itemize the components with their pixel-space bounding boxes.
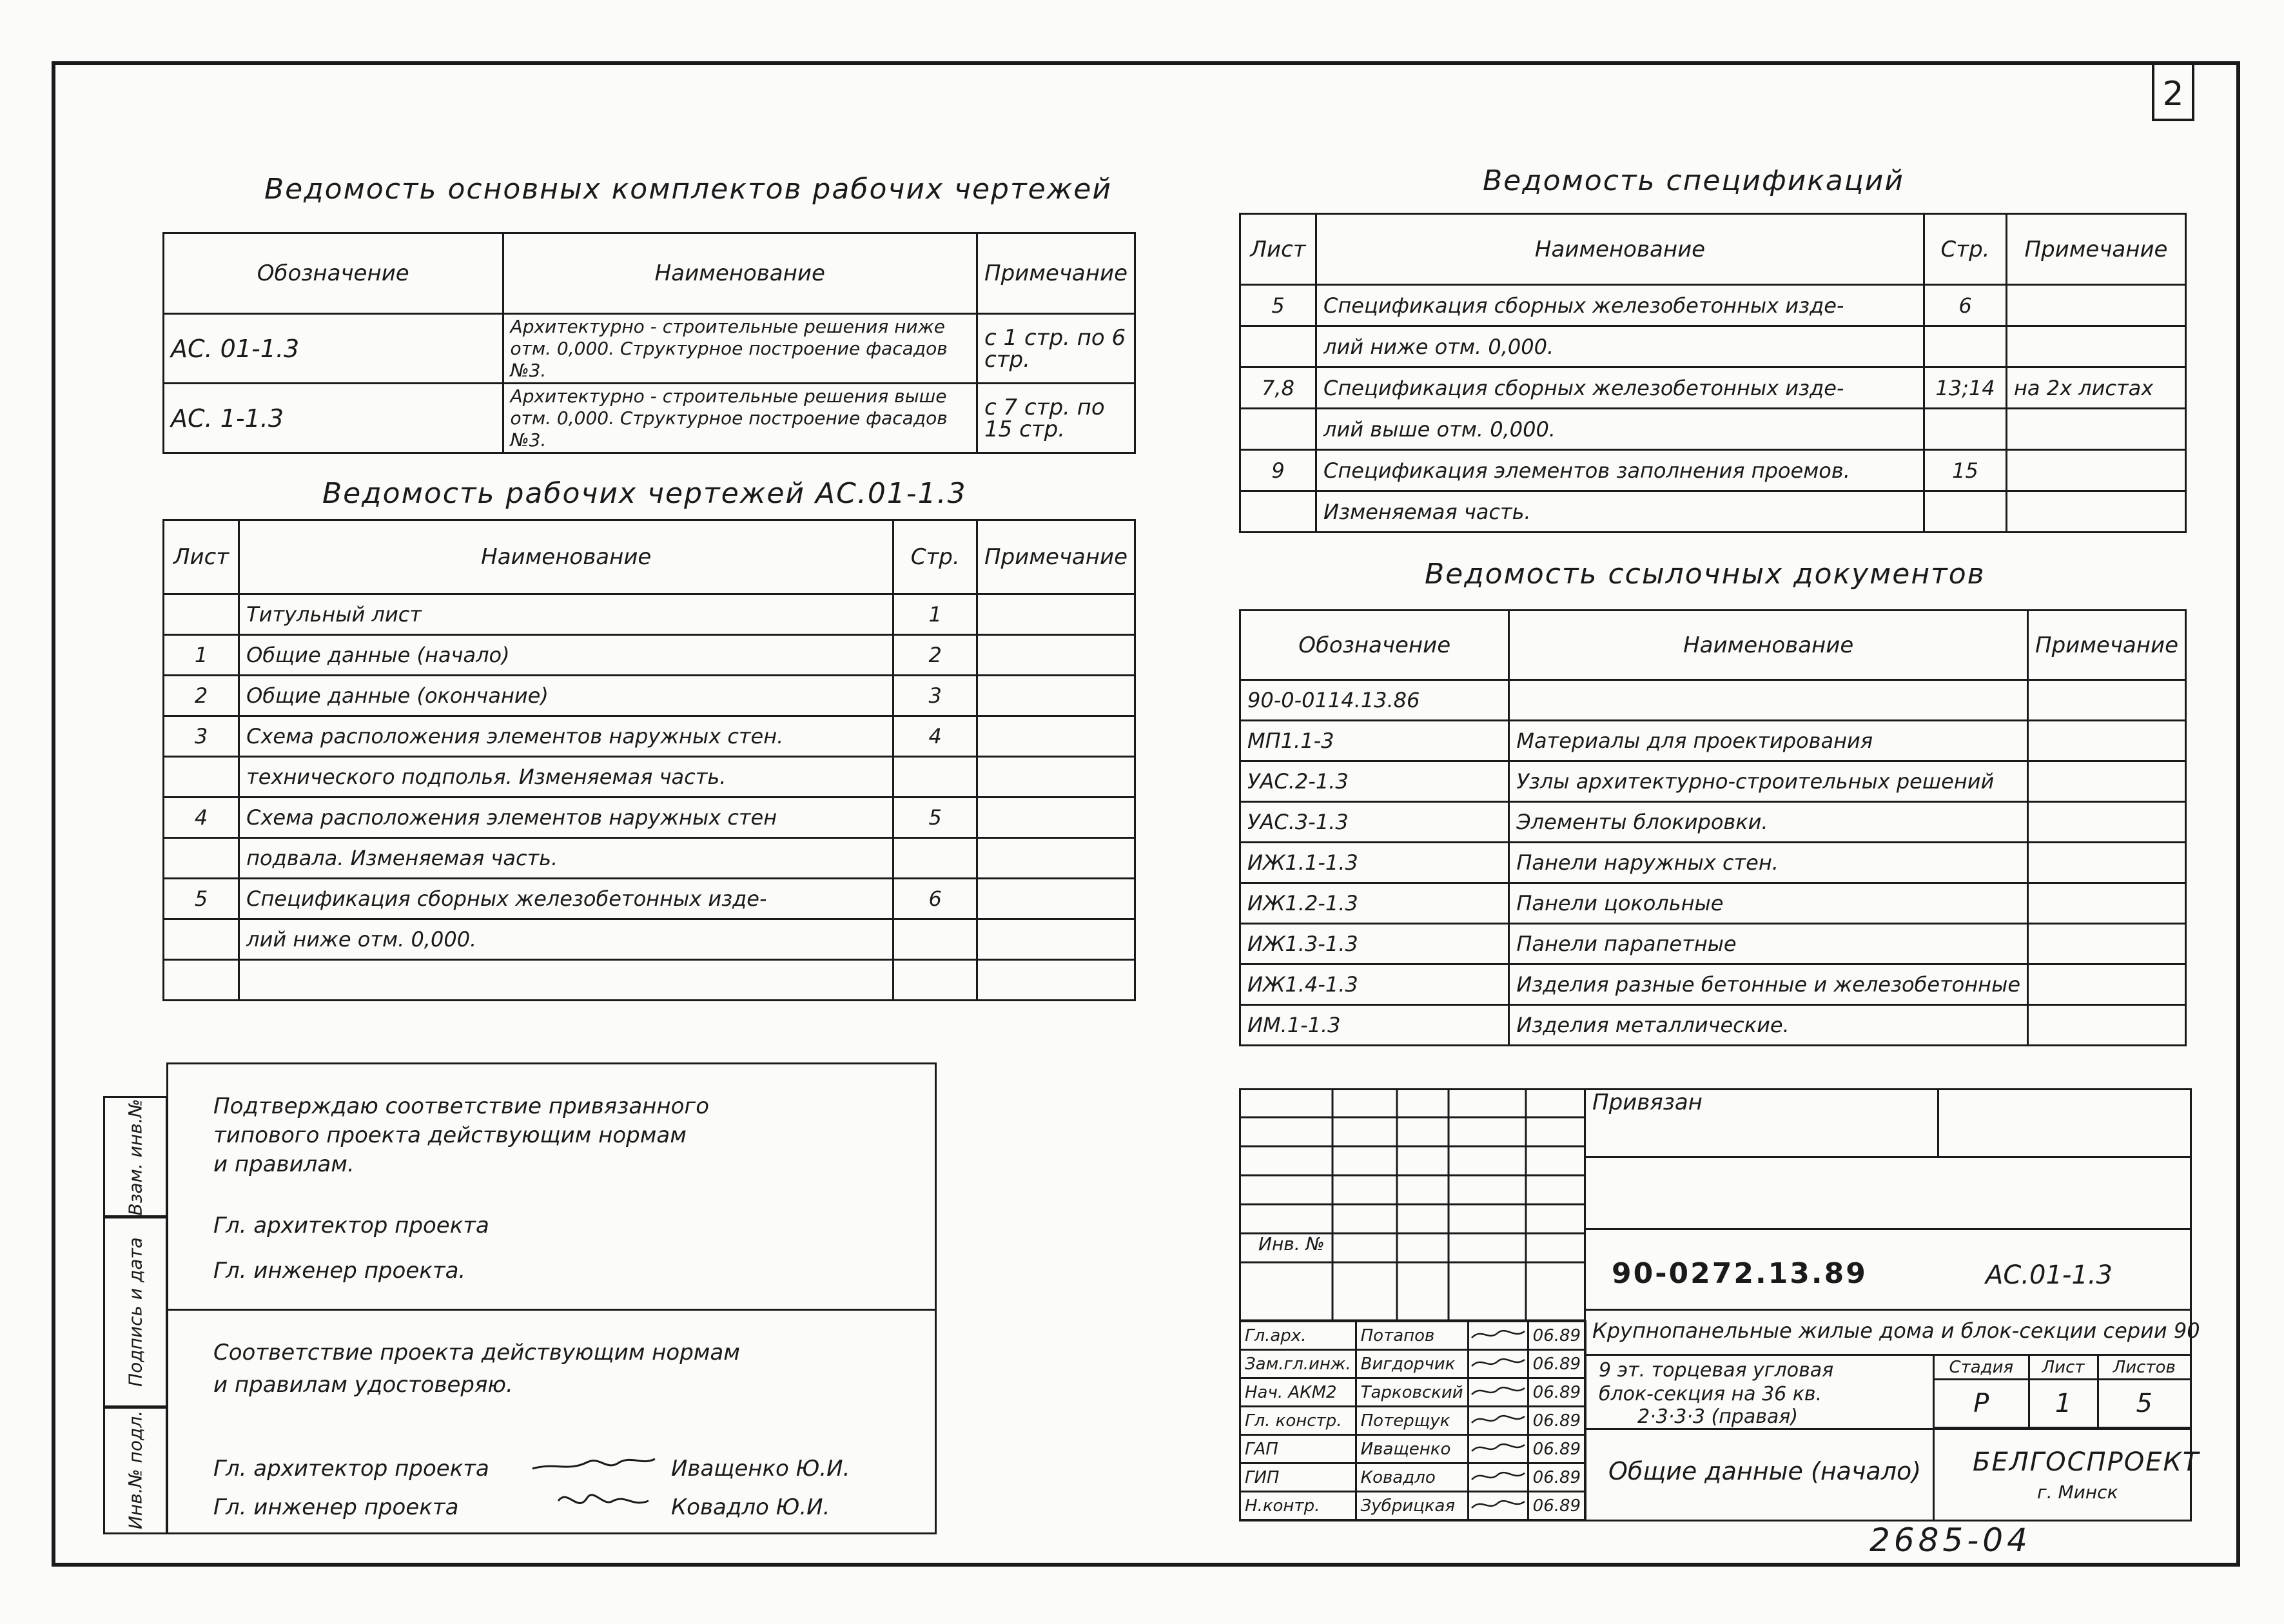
name-cell: Ковадло bbox=[1356, 1463, 1468, 1492]
reference-docs-table bbox=[1239, 609, 2187, 1046]
sheet-cell: 7,8 bbox=[1240, 367, 1316, 409]
table-row bbox=[164, 757, 1135, 797]
note-cell bbox=[2028, 761, 2186, 802]
code-cell: ИЖ1.1-1.3 bbox=[1240, 843, 1509, 883]
page-cell: 1 bbox=[893, 594, 977, 635]
sheet-cell bbox=[164, 594, 239, 635]
document-code: 90-0272.13.89 bbox=[1612, 1257, 1868, 1290]
sheet-cell: 4 bbox=[164, 797, 239, 838]
note-cell bbox=[977, 594, 1135, 635]
name-cell: Зубрицкая bbox=[1356, 1492, 1468, 1520]
note-cell bbox=[2028, 964, 2186, 1005]
code-cell: УАС.3-1.3 bbox=[1240, 802, 1509, 843]
signature-row bbox=[1240, 1322, 1586, 1350]
signature-row bbox=[1240, 1492, 1586, 1520]
table-row bbox=[1240, 450, 2186, 491]
certification-architect-name: Иващенко Ю.И. bbox=[671, 1456, 850, 1482]
set-name: Архитектурно - строительные решения ниже отм. 0,000. Структурное построение фасадов №3. bbox=[503, 314, 977, 384]
sheet-cell bbox=[1240, 409, 1316, 450]
table-row bbox=[164, 676, 1135, 716]
header-page: Стр. bbox=[893, 520, 977, 594]
note-cell bbox=[2007, 285, 2186, 326]
working-drawings-title: Ведомость рабочих чертежей АС.01-1.3 bbox=[322, 477, 967, 510]
note-cell bbox=[977, 838, 1135, 879]
note-cell bbox=[977, 797, 1135, 838]
page-cell: 6 bbox=[1924, 285, 2007, 326]
name-cell: Материалы для проектирования bbox=[1509, 721, 2028, 761]
org-divider bbox=[1933, 1428, 1935, 1521]
organization-city: г. Минск bbox=[2037, 1482, 2118, 1503]
role-cell: Гл. констр. bbox=[1240, 1407, 1356, 1435]
table-row bbox=[1240, 285, 2186, 326]
attached-label: Привязан bbox=[1592, 1090, 1703, 1115]
header-page: Стр. bbox=[1924, 214, 2007, 285]
name-cell: Панели наружных стен. bbox=[1509, 843, 2028, 883]
page-cell bbox=[893, 838, 977, 879]
certification-engineer-role: Гл. инженер проекта bbox=[213, 1494, 459, 1520]
signature-cell bbox=[1468, 1407, 1528, 1435]
page-cell bbox=[1924, 409, 2007, 450]
page-cell bbox=[893, 757, 977, 797]
sheets-value: 5 bbox=[2098, 1380, 2191, 1428]
name-cell: Схема расположения элементов наружных стен bbox=[239, 797, 893, 838]
table-row bbox=[1240, 491, 2186, 533]
note-cell bbox=[977, 879, 1135, 919]
table-row bbox=[1240, 1005, 2186, 1046]
note-cell bbox=[2028, 721, 2186, 761]
signature-cell bbox=[1468, 1322, 1528, 1350]
object-line1: 9 эт. торцевая угловая bbox=[1599, 1359, 1834, 1382]
role-cell: Н.контр. bbox=[1240, 1492, 1356, 1520]
page-cell bbox=[893, 919, 977, 960]
role-cell: Гл.арх. bbox=[1240, 1322, 1356, 1350]
code-cell: ИЖ1.4-1.3 bbox=[1240, 964, 1509, 1005]
code-cell: ИЖ1.2-1.3 bbox=[1240, 883, 1509, 924]
signature-row bbox=[1240, 1463, 1586, 1492]
name-cell: лий ниже отм. 0,000. bbox=[239, 919, 893, 960]
header-name: Наименование bbox=[1316, 214, 1924, 285]
working-drawings-table bbox=[162, 519, 1136, 1001]
sheet-cell: 3 bbox=[164, 716, 239, 757]
page-cell: 13;14 bbox=[1924, 367, 2007, 409]
side-cell: Взам. инв.№ bbox=[103, 1096, 168, 1218]
date-cell: 06.89 bbox=[1528, 1463, 1585, 1492]
reference-docs-title: Ведомость ссылочных документов bbox=[1425, 558, 1986, 591]
set-code: АС. 1-1.3 bbox=[164, 384, 503, 453]
note-cell bbox=[2028, 680, 2186, 721]
table-row bbox=[1240, 367, 2186, 409]
set-note: с 7 стр. по 15 стр. bbox=[977, 384, 1135, 453]
sheet-cell: 2 bbox=[164, 676, 239, 716]
side-cell: Подпись и дата bbox=[103, 1215, 168, 1409]
code-cell: 90-0-0114.13.86 bbox=[1240, 680, 1509, 721]
main-sets-table bbox=[162, 232, 1136, 454]
name-cell: Иващенко bbox=[1356, 1435, 1468, 1463]
side-cell: Инв.№ подл. bbox=[103, 1405, 168, 1534]
note-cell bbox=[977, 919, 1135, 960]
note-cell bbox=[2028, 1005, 2186, 1046]
page-cell: 15 bbox=[1924, 450, 2007, 491]
table-row bbox=[164, 838, 1135, 879]
sheet-name: Общие данные (начало) bbox=[1608, 1457, 1922, 1485]
signature-cell bbox=[1468, 1492, 1528, 1520]
name-cell: Общие данные (начало) bbox=[239, 635, 893, 676]
date-cell: 06.89 bbox=[1528, 1378, 1585, 1407]
note-cell bbox=[977, 635, 1135, 676]
signature-row bbox=[1240, 1378, 1586, 1407]
role-cell: Нач. АКМ2 bbox=[1240, 1378, 1356, 1407]
table-row bbox=[1240, 964, 2186, 1005]
header-designation: Обозначение bbox=[164, 233, 503, 314]
note-cell bbox=[2028, 924, 2186, 964]
table-row bbox=[164, 960, 1135, 1001]
certification-architect-role: Гл. архитектор проекта bbox=[213, 1456, 489, 1482]
set-name: Архитектурно - строительные решения выше отм. 0,000. Структурное построение фасадов №3. bbox=[503, 384, 977, 453]
note-cell bbox=[2007, 450, 2186, 491]
note-cell bbox=[2028, 843, 2186, 883]
note-cell: на 2х листах bbox=[2007, 367, 2186, 409]
signatures-table bbox=[1239, 1320, 1586, 1521]
stage-table bbox=[1933, 1354, 2192, 1429]
code-cell: ИМ.1-1.3 bbox=[1240, 1005, 1509, 1046]
page-cell bbox=[1924, 491, 2007, 533]
header-name: Наименование bbox=[503, 233, 977, 314]
organization-name: БЕЛГОСПРОЕКТ bbox=[1973, 1447, 2200, 1477]
name-cell: Изменяемая часть. bbox=[1316, 491, 1924, 533]
archive-number: 2685-04 bbox=[1869, 1521, 2031, 1559]
table-row bbox=[164, 716, 1135, 757]
table-row bbox=[1240, 409, 2186, 450]
set-code: АС. 01-1.3 bbox=[164, 314, 503, 384]
sheet-value: 1 bbox=[2029, 1380, 2098, 1428]
page-cell bbox=[1924, 326, 2007, 367]
engineer-signature bbox=[555, 1482, 652, 1520]
sheet-cell: 5 bbox=[1240, 285, 1316, 326]
header-sheet: Лист bbox=[1240, 214, 1316, 285]
confirmation-line3: и правилам. bbox=[213, 1151, 355, 1177]
sheet-cell bbox=[1240, 491, 1316, 533]
note-cell bbox=[2007, 326, 2186, 367]
table-row bbox=[1240, 326, 2186, 367]
table-row bbox=[164, 879, 1135, 919]
note-cell bbox=[2007, 491, 2186, 533]
side-strip bbox=[103, 1096, 168, 1534]
confirmation-line2: типового проекта действующим нормам bbox=[213, 1122, 687, 1148]
attached-divider bbox=[1937, 1088, 1939, 1156]
page-cell: 3 bbox=[893, 676, 977, 716]
sheet-cell bbox=[164, 919, 239, 960]
date-cell: 06.89 bbox=[1528, 1407, 1585, 1435]
header-note: Примечание bbox=[2007, 214, 2186, 285]
signature-row bbox=[1240, 1350, 1586, 1378]
signature-cell bbox=[1468, 1350, 1528, 1378]
name-cell: технического подполья. Изменяемая часть. bbox=[239, 757, 893, 797]
name-cell: подвала. Изменяемая часть. bbox=[239, 838, 893, 879]
code-cell: МП1.1-3 bbox=[1240, 721, 1509, 761]
name-cell: Схема расположения элементов наружных стен. bbox=[239, 716, 893, 757]
project-title: Крупнопанельные жилые дома и блок-секции серии 90 bbox=[1592, 1318, 2200, 1343]
header-name: Наименование bbox=[1509, 611, 2028, 680]
set-note: с 1 стр. по 6 стр. bbox=[977, 314, 1135, 384]
date-cell: 06.89 bbox=[1528, 1435, 1585, 1463]
inventory-label: Инв. № bbox=[1258, 1233, 1325, 1255]
table-row bbox=[164, 797, 1135, 838]
note-cell bbox=[977, 757, 1135, 797]
confirmation-architect: Гл. архитектор проекта bbox=[213, 1213, 489, 1238]
sheet-cell: 5 bbox=[164, 879, 239, 919]
header-sheet: Лист bbox=[164, 520, 239, 594]
name-cell: Узлы архитектурно-строительных решений bbox=[1509, 761, 2028, 802]
page-cell: 5 bbox=[893, 797, 977, 838]
signature-cell bbox=[1468, 1463, 1528, 1492]
header-designation: Обозначение bbox=[1240, 611, 1509, 680]
table-row bbox=[1240, 843, 2186, 883]
role-cell: Зам.гл.инж. bbox=[1240, 1350, 1356, 1378]
revision-grid bbox=[1239, 1088, 1584, 1320]
name-cell: Тарковский bbox=[1356, 1378, 1468, 1407]
name-cell: Панели цокольные bbox=[1509, 883, 2028, 924]
signature-cell bbox=[1468, 1435, 1528, 1463]
confirmation-box bbox=[166, 1062, 937, 1311]
title-hline bbox=[1584, 1309, 2192, 1311]
specifications-table bbox=[1239, 213, 2187, 533]
name-cell: лий ниже отм. 0,000. bbox=[1316, 326, 1924, 367]
page-cell: 2 bbox=[893, 635, 977, 676]
table-row bbox=[1240, 761, 2186, 802]
stage-value: Р bbox=[1934, 1380, 2029, 1428]
name-cell: Спецификация сборных железобетонных изде- bbox=[1316, 285, 1924, 326]
name-cell: лий выше отм. 0,000. bbox=[1316, 409, 1924, 450]
specifications-title: Ведомость спецификаций bbox=[1483, 164, 1904, 197]
name-cell: Титульный лист bbox=[239, 594, 893, 635]
sheet-cell: 1 bbox=[164, 635, 239, 676]
title-hline bbox=[1584, 1428, 2192, 1430]
certification-line1: Соответствие проекта действующим нормам bbox=[213, 1340, 740, 1365]
confirmation-line1: Подтверждаю соответствие привязанного bbox=[213, 1093, 710, 1119]
sheet-cell bbox=[164, 960, 239, 1001]
date-cell: 06.89 bbox=[1528, 1350, 1585, 1378]
object-line2: блок-секция на 36 кв. bbox=[1599, 1383, 1822, 1405]
name-cell: Спецификация сборных железобетонных изде- bbox=[1316, 367, 1924, 409]
table-row bbox=[1240, 802, 2186, 843]
note-cell bbox=[977, 716, 1135, 757]
note-cell bbox=[2007, 409, 2186, 450]
table-row bbox=[164, 384, 1135, 453]
signature-row bbox=[1240, 1435, 1586, 1463]
table-row bbox=[1240, 680, 2186, 721]
note-cell bbox=[2028, 883, 2186, 924]
name-cell: Спецификация элементов заполнения проемов. bbox=[1316, 450, 1924, 491]
sheet-number: 2 bbox=[2152, 62, 2194, 121]
certification-box bbox=[166, 1309, 937, 1534]
sheet-cell bbox=[1240, 326, 1316, 367]
sheet-cell: 9 bbox=[1240, 450, 1316, 491]
header-note: Примечание bbox=[977, 233, 1135, 314]
role-cell: ГАП bbox=[1240, 1435, 1356, 1463]
architect-signature bbox=[529, 1443, 658, 1482]
page-cell: 4 bbox=[893, 716, 977, 757]
main-sets-title: Ведомость основных комплектов рабочих чертежей bbox=[264, 173, 1112, 206]
note-cell bbox=[977, 960, 1135, 1001]
note-cell bbox=[977, 676, 1135, 716]
name-cell: Панели парапетные bbox=[1509, 924, 2028, 964]
certification-line2: и правилам удостоверяю. bbox=[213, 1372, 513, 1398]
page-cell bbox=[893, 960, 977, 1001]
table-row bbox=[164, 635, 1135, 676]
name-cell: Элементы блокировки. bbox=[1509, 802, 2028, 843]
table-row bbox=[1240, 924, 2186, 964]
confirmation-engineer: Гл. инженер проекта. bbox=[213, 1258, 466, 1284]
title-hline bbox=[1584, 1156, 2192, 1158]
set-code-label: АС.01-1.3 bbox=[1986, 1260, 2113, 1290]
signature-row bbox=[1240, 1407, 1586, 1435]
name-cell bbox=[1509, 680, 2028, 721]
name-cell: Спецификация сборных железобетонных изде- bbox=[239, 879, 893, 919]
name-cell: Потерщук bbox=[1356, 1407, 1468, 1435]
name-cell bbox=[239, 960, 893, 1001]
object-line3: 2·3·3·3 (правая) bbox=[1637, 1405, 1799, 1428]
sheet-cell bbox=[164, 838, 239, 879]
note-cell bbox=[2028, 802, 2186, 843]
name-cell: Вигдорчик bbox=[1356, 1350, 1468, 1378]
date-cell: 06.89 bbox=[1528, 1322, 1585, 1350]
role-cell: ГИП bbox=[1240, 1463, 1356, 1492]
sheet-header: Лист bbox=[2029, 1355, 2098, 1380]
name-cell: Изделия разные бетонные и железобетонные bbox=[1509, 964, 2028, 1005]
title-hline bbox=[1584, 1228, 2192, 1230]
table-row bbox=[1240, 721, 2186, 761]
header-note: Примечание bbox=[2028, 611, 2186, 680]
code-cell: УАС.2-1.3 bbox=[1240, 761, 1509, 802]
page-cell: 6 bbox=[893, 879, 977, 919]
code-cell: ИЖ1.3-1.3 bbox=[1240, 924, 1509, 964]
name-cell: Общие данные (окончание) bbox=[239, 676, 893, 716]
table-row bbox=[1240, 883, 2186, 924]
header-note: Примечание bbox=[977, 520, 1135, 594]
header-name: Наименование bbox=[239, 520, 893, 594]
certification-engineer-name: Ковадло Ю.И. bbox=[671, 1494, 830, 1520]
date-cell: 06.89 bbox=[1528, 1492, 1585, 1520]
name-cell: Потапов bbox=[1356, 1322, 1468, 1350]
sheet-cell bbox=[164, 757, 239, 797]
table-row bbox=[164, 594, 1135, 635]
table-row bbox=[164, 919, 1135, 960]
name-cell: Изделия металлические. bbox=[1509, 1005, 2028, 1046]
sheets-header: Листов bbox=[2098, 1355, 2191, 1380]
signature-cell bbox=[1468, 1378, 1528, 1407]
stage-header: Стадия bbox=[1934, 1355, 2029, 1380]
table-row bbox=[164, 314, 1135, 384]
